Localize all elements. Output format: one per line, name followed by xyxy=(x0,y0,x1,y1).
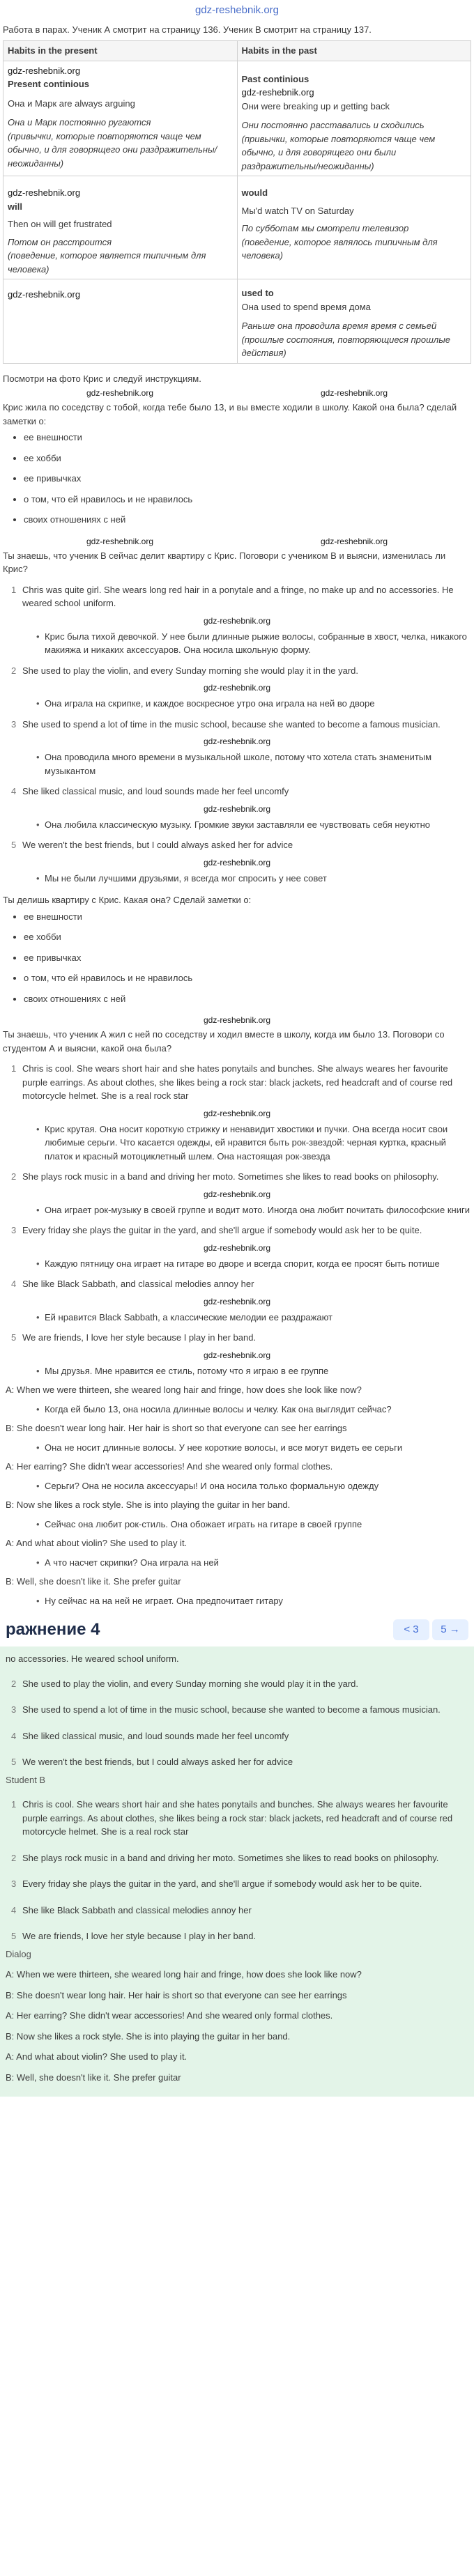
watermark: gdz-reshebnik.org xyxy=(86,536,154,546)
item-english: Every friday she plays the guitar in the yard, and she'll argue if somebody would ask her to be quite. xyxy=(22,1879,422,1889)
list-item: • ее хобби xyxy=(24,930,471,944)
table-cell xyxy=(237,279,471,364)
list-item xyxy=(3,1328,471,1348)
item-translation: • Мы друзья. Мне нравится ее стиль, потому что я играю в ее группе xyxy=(3,1364,471,1378)
watermark: gdz-reshebnik.org xyxy=(203,1108,271,1118)
item-number: 4 xyxy=(11,786,17,796)
watermark: gdz-reshebnik.org xyxy=(320,388,388,398)
list-item xyxy=(3,1059,471,1106)
list-item xyxy=(3,715,471,734)
instruction: Ты знаешь, что ученик В сейчас делит квартиру с Крис. Поговори с учеником В и выясни, изменилась ли Крис? xyxy=(3,550,446,574)
list-item xyxy=(3,1927,471,1946)
dialog-label: Dialog xyxy=(6,1948,31,1959)
table-row xyxy=(3,61,471,176)
list-item: • своих отношениях с ней xyxy=(24,513,471,527)
rule-note: (привычки, которые повторяются чаще чем обычно, и для говорящего они были раздражительны/неожиданны) xyxy=(241,133,436,171)
item-english: She used to play the violin, and every Sunday morning she would play it in the yard. xyxy=(22,665,359,676)
dialog-translation: • А что насчет скрипки? Она играла на ней xyxy=(3,1556,471,1570)
list-item xyxy=(3,1700,471,1720)
list-item xyxy=(3,1901,471,1920)
tense-name: will xyxy=(8,201,22,212)
header-past: Habits in the past xyxy=(237,41,471,61)
watermark-row xyxy=(3,1187,471,1202)
watermark: gdz-reshebnik.org xyxy=(203,615,271,626)
dialog-line: B: She doesn't wear long hair. Her hair is short so that everyone can see her earrings xyxy=(6,1989,347,2000)
item-translation: • Каждую пятницу она играет на гитаре во дворе и всегда спорит, когда ее просят быть потише xyxy=(3,1257,471,1271)
dialog-translation: • Ну сейчас на на ней не играет. Она предпочитает гитару xyxy=(3,1594,471,1608)
list-item xyxy=(3,1752,471,1772)
intro-text: Работа в парах. Ученик А смотрит на страницу 136. Ученик В смотрит на страницу 137. xyxy=(3,24,372,35)
dialog-line: A: When we were thirteen, she weared long hair and fringe, how does she look like now? xyxy=(6,1385,362,1395)
rule-note: (прошлые состояния, повторяющиеся прошлые действия) xyxy=(241,334,451,358)
site-logo[interactable]: gdz-reshebnik.org xyxy=(194,4,280,16)
item-number: 5 xyxy=(11,1332,17,1343)
item-number: 5 xyxy=(11,1931,17,1941)
dialog-line: B: She doesn't wear long hair. Her hair is short so that everyone can see her earrings xyxy=(6,1423,347,1433)
notes-list xyxy=(3,910,471,1006)
item-translation: • Она играет рок-музыку в своей группе и водит мото. Иногда она любит почитать философские книги xyxy=(3,1203,471,1217)
item-english: Chris is cool. She wears short hair and she hates ponytails and bunches. She always wearеs her favourite purple earrings. As about clothes, she likes being a rock star: black jackets, red headcraft and of course red motorcycle helmet. She is a real rock star xyxy=(22,1063,453,1101)
item-english: She used to spend a lot of time in the music school, because she wanted to become a famous musician. xyxy=(22,718,441,730)
exercise-header xyxy=(0,1613,474,1646)
list-item: • ее привычках xyxy=(24,951,471,965)
item-english: We weren't the best friends, but I could always asked her for advice xyxy=(22,840,293,850)
item-english: Every friday she plays the guitar in the yard, and she'll argue if somebody would ask her to be quite. xyxy=(22,1225,422,1235)
green-dialog xyxy=(3,1966,471,2085)
dialog-line: B: Well, she doesn't like it. She prefer guitar xyxy=(6,1576,181,1587)
rule-note: (поведение, которое являлось типичным для человека) xyxy=(241,236,438,261)
watermark: gdz-reshebnik.org xyxy=(203,1296,271,1306)
watermark: gdz-reshebnik.org xyxy=(8,187,81,198)
item-english: She like Black Sabbath and classical melodies annoy her xyxy=(22,1904,252,1915)
example-en: Она used to spend время дома xyxy=(241,301,371,312)
list-item xyxy=(3,1727,471,1746)
item-english: She plays rock music in a band and driving her moto. Sometimes she likes to read books on philosophy. xyxy=(22,1852,439,1863)
item-number: 3 xyxy=(11,1704,17,1715)
item-translation: • Ей нравится Black Sabbath, а классические мелодии ее раздражают xyxy=(3,1311,471,1325)
watermark-row xyxy=(3,855,471,870)
example-ru: По субботам мы смотрели телевизор xyxy=(241,223,409,233)
item-translation: • Она любила классическую музыку. Громкие звуки заставляли ее чувствовать себя неуютно xyxy=(3,818,471,832)
example-ru: Раньше она проводила время время с семьей xyxy=(241,321,437,331)
table-cell xyxy=(237,176,471,279)
habits-table xyxy=(3,40,471,364)
exercise-nav xyxy=(393,1619,468,1640)
list-item xyxy=(3,835,471,855)
list-item xyxy=(3,1221,471,1240)
watermark-row xyxy=(3,613,471,628)
list-item xyxy=(3,1874,471,1894)
watermark-row xyxy=(3,1294,471,1309)
dialog-line: A: And what about violin? She used to play it. xyxy=(6,1538,188,1548)
tense-name: Present continious xyxy=(8,79,90,89)
example-ru: Она и Марк постоянно ругаются xyxy=(8,117,151,128)
table-cell xyxy=(3,279,238,364)
item-number: 1 xyxy=(11,1799,17,1810)
dialog-translation: • Сейчас она любит рок-стиль. Она обожает играть на гитаре в своей группе xyxy=(3,1518,471,1532)
dialog-line: A: When we were thirteen, she weared long hair and fringe, how does she look like now? xyxy=(6,1969,362,1980)
tense-name: would xyxy=(241,187,268,198)
item-number: 3 xyxy=(11,1879,17,1889)
item-number: 2 xyxy=(11,1171,17,1182)
item-number: 3 xyxy=(11,1225,17,1235)
list-item xyxy=(3,580,471,613)
item-english: Chris is cool. She wears short hair and she hates ponytails and bunches. She always wearеs her favourite purple earrings. As about clothes, she likes being a rock star: black jackets, red headcraft and of course red motorcycle helmet. She is a real rock star xyxy=(22,1799,453,1837)
student-b-label: Student B xyxy=(6,1774,46,1785)
list-item: • ее внешности xyxy=(24,910,471,924)
item-english: She liked classical music, and loud sounds made her feel uncomfy xyxy=(22,786,289,796)
watermark: gdz-reshebnik.org xyxy=(86,388,154,398)
table-cell xyxy=(3,61,238,176)
watermark: gdz-reshebnik.org xyxy=(203,803,271,814)
item-english: Chris was quite girl. She wears long red hair in a ponytale and a fringe, no make up and no accessories. He weared school uniform. xyxy=(22,584,454,608)
text-line: no accessories. He weared school uniform. xyxy=(6,1653,179,1664)
list-item xyxy=(3,1674,471,1694)
item-number: 5 xyxy=(11,840,17,850)
list-item: • о том, что ей нравилось и не нравилось xyxy=(24,971,471,985)
table-header-row xyxy=(3,41,471,61)
item-number: 4 xyxy=(11,1730,17,1741)
watermark: gdz-reshebnik.org xyxy=(203,683,271,693)
item-english: She used to spend a lot of time in the music school, because she wanted to become a famous musician. xyxy=(22,1704,441,1715)
notes-list xyxy=(3,431,471,527)
item-translation: • Крис крутая. Она носит короткую стрижку и ненавидит хвостики и пучки. Она всегда носит свои любимые серьги. Что касается одежды, ей нравится быть рок-звездой: черная куртка, красный платок и красный мотоциклетный шлем. Она настоящая рок-звезда xyxy=(3,1123,471,1164)
watermark-row xyxy=(3,1106,471,1121)
rule-note: (поведение, которое является типичным для человека) xyxy=(8,250,206,275)
watermark: gdz-reshebnik.org xyxy=(241,87,314,98)
item-number: 4 xyxy=(11,1279,17,1289)
section-student-b xyxy=(0,890,474,1613)
list-item: • ее привычках xyxy=(24,472,471,486)
example-en: Then он will get frustrated xyxy=(8,219,112,229)
item-number: 2 xyxy=(11,1678,17,1689)
rule-note: (привычки, которые повторяются чаще чем обычно, и для говорящего они раздражительны/неожиданны) xyxy=(8,130,217,169)
dialog-line: A: And what about violin? She used to play it. xyxy=(6,2051,188,2062)
table-row xyxy=(3,279,471,364)
list-item: • о том, что ей нравилось и не нравилось xyxy=(24,493,471,507)
item-english: She liked classical music, and loud sounds made her feel uncomfy xyxy=(22,1730,289,1741)
list-item xyxy=(3,1849,471,1868)
item-english: She used to play the violin, and every Sunday morning she would play it in the yard. xyxy=(22,1678,359,1689)
watermark: gdz-reshebnik.org xyxy=(203,1242,271,1253)
next-exercise-button[interactable]: 5 → xyxy=(432,1619,468,1640)
watermark: gdz-reshebnik.org xyxy=(8,289,81,300)
list-item xyxy=(3,661,471,681)
dialog-translation: • Она не носит длинные волосы. У нее короткие волосы, и все могут видеть ее серьги xyxy=(3,1441,471,1455)
item-number: 2 xyxy=(11,1852,17,1863)
item-english: We are friends, I love her style because I play in her band. xyxy=(22,1931,257,1941)
watermark-row xyxy=(3,734,471,749)
table-cell xyxy=(3,176,238,279)
green-student-a-items xyxy=(3,1674,471,1772)
watermark-row xyxy=(3,801,471,817)
example-en: Она и Марк are always arguing xyxy=(8,98,135,109)
item-number: 3 xyxy=(11,718,17,730)
watermark-row xyxy=(3,1240,471,1256)
item-translation: • Крис была тихой девочкой. У нее были длинные рыжие волосы, собранные в хвост, челка, никакого макияжа и никаких аксессуаров. Она носила школьную форму. xyxy=(3,630,471,657)
tense-name: used to xyxy=(241,288,274,298)
instruction: Посмотри на фото Крис и следуй инструкциям. xyxy=(3,373,201,384)
watermark: gdz-reshebnik.org xyxy=(203,736,271,746)
item-translation: • Она играла на скрипке, и каждое воскресное утро она играла на ней во дворе xyxy=(3,697,471,711)
list-item xyxy=(3,782,471,801)
header-present: Habits in the present xyxy=(3,41,238,61)
dialog-translation: • Когда ей было 13, она носила длинные волосы и челку. Как она выглядит сейчас? xyxy=(3,1403,471,1417)
dialog-translated xyxy=(3,1382,471,1607)
list-item xyxy=(3,1167,471,1187)
green-student-b-items xyxy=(3,1795,471,1946)
watermark: gdz-reshebnik.org xyxy=(320,536,388,546)
instruction: Крис жила по соседству с тобой, когда тебе было 13, и вы вместе ходили в школу. Какой она была? сделай заметки о: xyxy=(3,402,457,426)
student-b-items xyxy=(3,1059,471,1378)
dialog-line: B: Now she likes a rock style. She is into playing the guitar in her band. xyxy=(6,2030,291,2042)
example-ru: Они постоянно расставались и сходились xyxy=(241,120,425,130)
list-item: • ее внешности xyxy=(24,431,471,445)
item-number: 5 xyxy=(11,1757,17,1767)
item-number: 1 xyxy=(11,584,17,595)
list-item xyxy=(3,1274,471,1294)
watermark-row xyxy=(3,680,471,695)
item-english: She plays rock music in a band and driving her moto. Sometimes she likes to read books on philosophy. xyxy=(22,1171,439,1182)
item-translation: • Она проводила много времени в музыкальной школе, потому что хотела стать знаменитым музыкантом xyxy=(3,750,471,778)
exercise-title: ражнение 4 xyxy=(6,1620,100,1639)
tense-name: Past continious xyxy=(241,73,309,84)
watermark-row xyxy=(3,1348,471,1363)
watermark: gdz-reshebnik.org xyxy=(203,1015,271,1025)
dialog-line: A: Her earring? She didn't wear accessories! And she weared only formal clothes. xyxy=(6,2010,333,2021)
watermark: gdz-reshebnik.org xyxy=(203,857,271,867)
item-number: 4 xyxy=(11,1904,17,1915)
example-en: Mы'd watch TV on Saturday xyxy=(241,205,354,216)
instruction: Ты делишь квартиру с Крис. Какая она? Сделай заметки о: xyxy=(3,895,252,905)
item-english: We weren't the best friends, but I could always asked her for advice xyxy=(22,1757,293,1767)
dialog-line: A: Her earring? She didn't wear accessories! And she weared only formal clothes. xyxy=(6,1461,333,1472)
item-number: 2 xyxy=(11,665,17,676)
item-english: She like Black Sabbath, and classical melodies annoy her xyxy=(22,1279,254,1289)
table-row xyxy=(3,176,471,279)
instruction: Ты знаешь, что ученик А жил с ней по соседству и ходил вместе в школу, когда им было 13. Поговори со студентом А и выясни, какой она была? xyxy=(3,1029,445,1054)
list-item xyxy=(3,1795,471,1842)
student-a-items xyxy=(3,580,471,886)
watermark: gdz-reshebnik.org xyxy=(203,1189,271,1199)
table-cell xyxy=(237,61,471,176)
list-item: • ее хобби xyxy=(24,452,471,465)
item-number: 1 xyxy=(11,1063,17,1074)
list-item: • своих отношениях с ней xyxy=(24,992,471,1006)
watermark: gdz-reshebnik.org xyxy=(203,1350,271,1360)
section-student-a xyxy=(0,364,474,891)
original-answer-block xyxy=(0,1646,474,2097)
item-translation: • Мы не были лучшими друзьями, я всегда мог спросить у нее совет xyxy=(3,872,471,886)
item-english: We are friends, I love her style because I play in her band. xyxy=(22,1332,257,1343)
prev-exercise-button[interactable]: < 3 xyxy=(393,1619,429,1640)
example-ru: Потом он расстроится xyxy=(8,236,112,247)
example-en: Они were breaking up и getting back xyxy=(241,100,390,111)
watermark: gdz-reshebnik.org xyxy=(8,65,81,76)
dialog-line: B: Now she likes a rock style. She is into playing the guitar in her band. xyxy=(6,1499,291,1510)
dialog-line: B: Well, she doesn't like it. She prefer guitar xyxy=(6,2072,181,2083)
dialog-translation: • Серьги? Она не носила аксессуары! И она носила только формальную одежду xyxy=(3,1479,471,1493)
